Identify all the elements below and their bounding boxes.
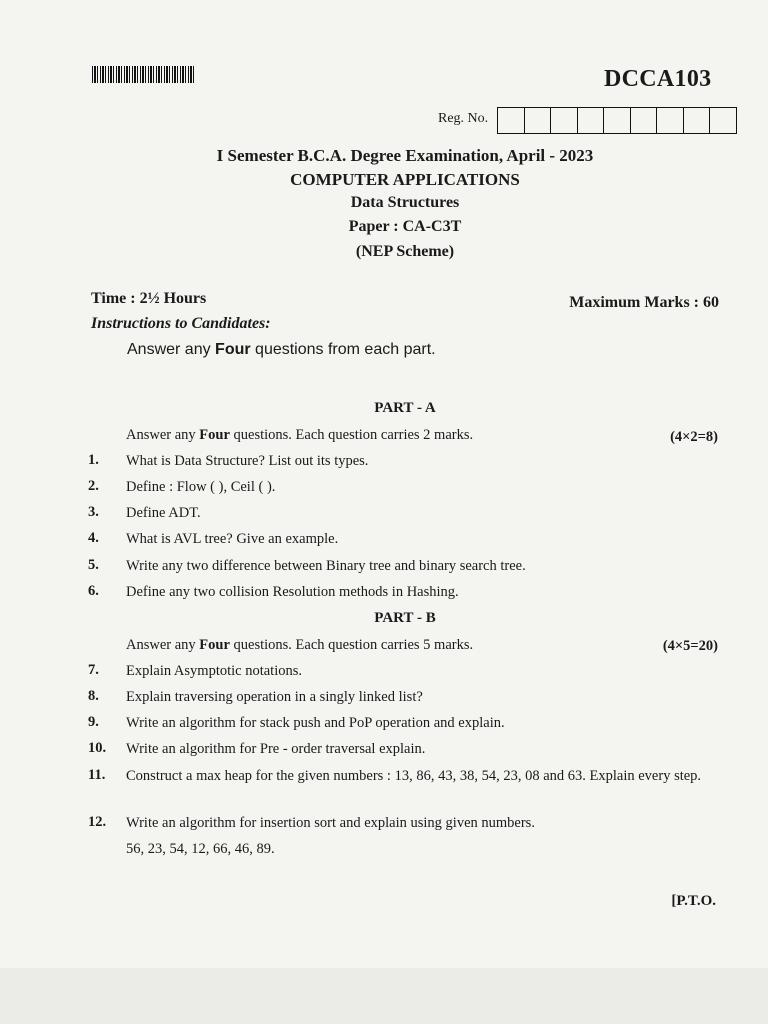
reg-no-boxes xyxy=(497,107,737,134)
reg-no-box xyxy=(498,108,525,133)
part-a-instruction: Answer any Four questions. Each question carries 2 marks. xyxy=(126,427,474,443)
instructions-heading: Instructions to Candidates: xyxy=(91,315,271,332)
exam-paper-sheet: DCCA103 Reg. No. I Semester B.C.A. Degree Examination, April - 2023 COMPUTER APPLICATIONS Data Structures Paper : CA-C3T (NEP Scheme) Time : 2½ Hours Maximum Marks : 60 Instructions to Candidates: Answer any Four questions from each part. PART - A Answer any Four questions. Each question carries 2 marks. (4×2=8) 1. What is Data Structure? List out its types. 2. Define : Flow ( ), Ceil ( ). 3. Define ADT. 4. What is AVL tree? Give an example. 5. Write any two difference between Binary tree and binary search tree. 6. Define any two collision Resolution methods in Hashing. PART - B Answer any Four questions. Each question carries 5 marks. (4×5=20) 7. Explain Asymptotic notations. 8. Explain traversing operation in a singly linked list? 9. Write an algorithm for stack push and PoP operation and explain. 10. Write an algorithm for Pre - order traversal explain. 11. Construct a max heap for the given numbers : 13, 86, 43, 38, 54, 23, 08 and 63. Explain every step. 12. Write an algorithm for insertion sort and explain using given numbers. 56, 23, 54, 12, 66, 46, 89. [P.T.O. xyxy=(0,0,768,969)
paper-code: DCCA103 xyxy=(604,66,712,92)
scan-background xyxy=(0,968,768,1024)
reg-no-box xyxy=(657,108,684,133)
maximum-marks: Maximum Marks : 60 xyxy=(569,294,719,311)
paper-title: Paper : CA-C3T xyxy=(348,218,462,235)
reg-no-box xyxy=(578,108,605,133)
reg-no-box xyxy=(631,108,658,133)
reg-no-box xyxy=(551,108,578,133)
reg-no-box xyxy=(710,108,736,133)
part-b-marks-allocation: (4×5=20) xyxy=(662,638,718,654)
barcode-image xyxy=(92,66,196,83)
part-a-heading: PART - A xyxy=(374,400,436,416)
scheme-title: (NEP Scheme) xyxy=(355,243,455,260)
instructions-text: Answer any Four questions from each part. xyxy=(127,341,436,358)
reg-no-label: Reg. No. xyxy=(438,111,489,126)
time-allowed: Time : 2½ Hours xyxy=(91,290,207,307)
pto-marker: [P.T.O. xyxy=(671,893,716,909)
exam-title: I Semester B.C.A. Degree Examination, April - 2023 xyxy=(216,146,594,165)
reg-no-box xyxy=(604,108,631,133)
reg-no-box xyxy=(684,108,711,133)
reg-no-box xyxy=(525,108,552,133)
part-b-instruction: Answer any Four questions. Each question carries 5 marks. xyxy=(126,637,474,653)
subject-title: COMPUTER APPLICATIONS xyxy=(290,170,520,189)
part-a-marks-allocation: (4×2=8) xyxy=(670,429,718,445)
part-b-heading: PART - B xyxy=(374,610,436,626)
course-title: Data Structures xyxy=(350,194,460,211)
